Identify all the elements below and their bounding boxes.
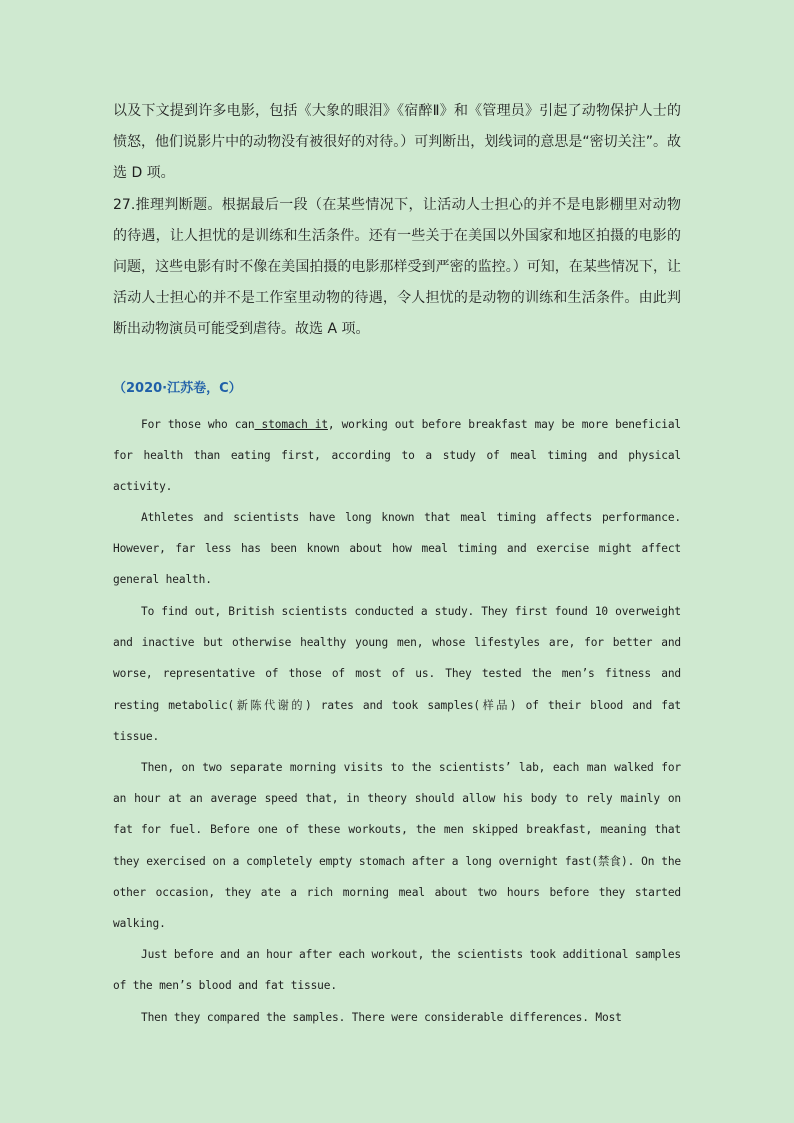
passage-text-6: Then they compared the samples. There were considerable differences. Most: [141, 1011, 622, 1024]
passage-paragraph-5: [113, 939, 681, 1001]
passage-paragraph-4: [113, 752, 681, 939]
passage-paragraph-2: [113, 502, 681, 596]
passage-paragraph-3: [113, 596, 681, 752]
passage-text-5: Just before and an hour after each workout, the scientists took additional samples of the men’s blood and fat tissue.: [113, 948, 682, 993]
passage-text-3: To find out, British scientists conducted a study. They first found 10 overweight and inactive but otherwise healthy young men, whose lifestyles are, for better and worse, representative of those of most of us. They tested the men’s fitness and resting metabolic(新陈代谢的) rates and took samples(样品) of their blood and fat tissue.: [113, 605, 681, 743]
explanation-paragraph-1: [113, 96, 681, 189]
p1-after: , working out before breakfast may be more beneficial for health than eating first, according to a study of meal timing and physical activity.: [113, 418, 681, 494]
p1-before: For those who can: [141, 418, 255, 431]
explanation-text-2: 27.推理判断题。根据最后一段（在某些情况下，让活动人士担心的并不是电影棚里对动物的待遇，让人担忧的是训练和生活条件。还有一些关于在美国以外国家和地区拍摄的电影的问题，这些电影有时不像在美国拍摄的电影那样受到严密的监控。）可知，在某些情况下，让活动人士担心的并不是工作室里动物的待遇，令人担忧的是动物的训练和生活条件。由此判断出动物演员可能受到虐待。故选 A 项。: [113, 197, 681, 337]
underlined-phrase: stomach it: [254, 418, 328, 431]
explanation-paragraph-2: [113, 190, 681, 345]
source-label: （2020·江苏卷，C）: [113, 381, 242, 396]
passage-text-4: Then, on two separate morning visits to the scientists’ lab, each man walked for an hour at an average speed that, in theory should allow his body to rely mainly on fat for fuel. Before one of these workouts, the men skipped breakfast, meaning that they exercised on a completely empty stomach after a long overnight fast(禁食). On the other occasion, they ate a rich morning meal about two hours before they started walking.: [113, 761, 681, 931]
explanation-text-1: 以及下文提到许多电影，包括《大象的眼泪》《宿醉Ⅱ》和《管理员》引起了动物保护人士的愤怒，他们说影片中的动物没有被很好的对待。）可判断出，划线词的意思是“密切关注”。故选 D 项。: [113, 103, 681, 181]
passage-paragraph-6: [113, 1002, 681, 1033]
passage-text-2: Athletes and scientists have long known that meal timing affects performance. However, far less has been known about how meal timing and exercise might affect general health.: [113, 511, 681, 587]
passage-paragraph-1: [113, 409, 681, 503]
